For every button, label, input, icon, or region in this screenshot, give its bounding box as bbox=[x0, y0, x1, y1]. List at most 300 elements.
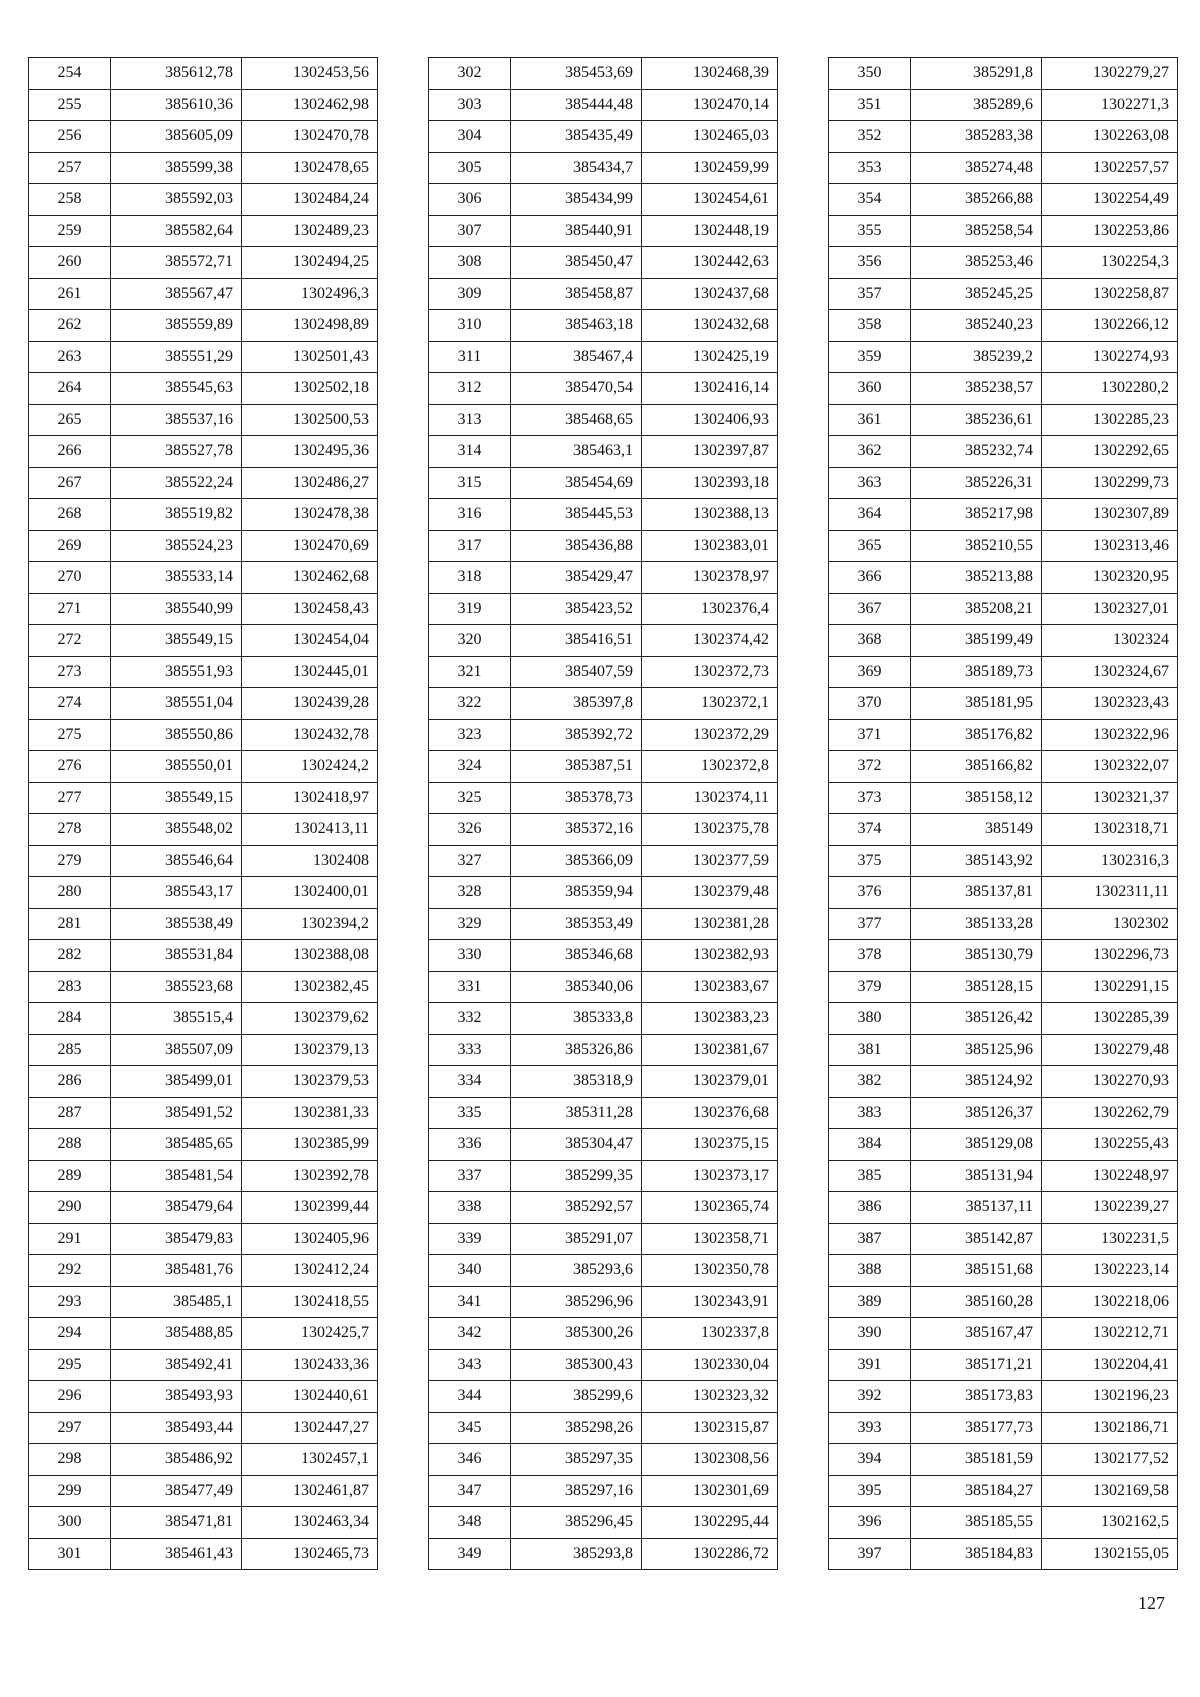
x-coordinate: 385440,91 bbox=[511, 215, 642, 247]
point-number: 314 bbox=[429, 436, 511, 468]
point-number: 255 bbox=[29, 89, 111, 121]
x-coordinate: 385253,46 bbox=[911, 247, 1042, 279]
table-row bbox=[429, 593, 778, 625]
x-coordinate: 385296,96 bbox=[511, 1286, 642, 1318]
table-row bbox=[429, 940, 778, 972]
y-coordinate: 1302286,72 bbox=[642, 1538, 778, 1570]
table-row bbox=[29, 971, 378, 1003]
table-row bbox=[829, 1255, 1178, 1287]
y-coordinate: 1302381,33 bbox=[242, 1097, 378, 1129]
point-number: 345 bbox=[429, 1412, 511, 1444]
y-coordinate: 1302196,23 bbox=[1042, 1381, 1178, 1413]
point-number: 328 bbox=[429, 877, 511, 909]
x-coordinate: 385137,81 bbox=[911, 877, 1042, 909]
x-coordinate: 385125,96 bbox=[911, 1034, 1042, 1066]
table-row bbox=[829, 782, 1178, 814]
point-number: 302 bbox=[429, 58, 511, 90]
x-coordinate: 385238,57 bbox=[911, 373, 1042, 405]
y-coordinate: 1302254,3 bbox=[1042, 247, 1178, 279]
point-number: 365 bbox=[829, 530, 911, 562]
y-coordinate: 1302470,14 bbox=[642, 89, 778, 121]
point-number: 294 bbox=[29, 1318, 111, 1350]
x-coordinate: 385481,54 bbox=[111, 1160, 242, 1192]
table-row bbox=[29, 877, 378, 909]
point-number: 276 bbox=[29, 751, 111, 783]
y-coordinate: 1302382,93 bbox=[642, 940, 778, 972]
x-coordinate: 385149 bbox=[911, 814, 1042, 846]
point-number: 259 bbox=[29, 215, 111, 247]
table-row bbox=[29, 719, 378, 751]
point-number: 347 bbox=[429, 1475, 511, 1507]
table-row bbox=[429, 625, 778, 657]
point-number: 331 bbox=[429, 971, 511, 1003]
point-number: 333 bbox=[429, 1034, 511, 1066]
y-coordinate: 1302457,1 bbox=[242, 1444, 378, 1476]
table-row bbox=[829, 499, 1178, 531]
point-number: 289 bbox=[29, 1160, 111, 1192]
y-coordinate: 1302373,17 bbox=[642, 1160, 778, 1192]
point-number: 254 bbox=[29, 58, 111, 90]
x-coordinate: 385423,52 bbox=[511, 593, 642, 625]
point-number: 306 bbox=[429, 184, 511, 216]
table-row bbox=[829, 278, 1178, 310]
point-number: 348 bbox=[429, 1507, 511, 1539]
coordinate-table-2 bbox=[428, 57, 778, 1570]
x-coordinate: 385158,12 bbox=[911, 782, 1042, 814]
point-number: 346 bbox=[429, 1444, 511, 1476]
x-coordinate: 385129,08 bbox=[911, 1129, 1042, 1161]
table-row bbox=[429, 467, 778, 499]
point-number: 283 bbox=[29, 971, 111, 1003]
table-row bbox=[429, 341, 778, 373]
y-coordinate: 1302496,3 bbox=[242, 278, 378, 310]
x-coordinate: 385387,51 bbox=[511, 751, 642, 783]
x-coordinate: 385537,16 bbox=[111, 404, 242, 436]
y-coordinate: 1302478,38 bbox=[242, 499, 378, 531]
point-number: 332 bbox=[429, 1003, 511, 1035]
y-coordinate: 1302285,39 bbox=[1042, 1003, 1178, 1035]
x-coordinate: 385176,82 bbox=[911, 719, 1042, 751]
y-coordinate: 1302320,95 bbox=[1042, 562, 1178, 594]
table-row bbox=[29, 1097, 378, 1129]
x-coordinate: 385397,8 bbox=[511, 688, 642, 720]
y-coordinate: 1302266,12 bbox=[1042, 310, 1178, 342]
point-number: 358 bbox=[829, 310, 911, 342]
x-coordinate: 385299,6 bbox=[511, 1381, 642, 1413]
y-coordinate: 1302358,71 bbox=[642, 1223, 778, 1255]
y-coordinate: 1302377,59 bbox=[642, 845, 778, 877]
y-coordinate: 1302502,18 bbox=[242, 373, 378, 405]
y-coordinate: 1302379,53 bbox=[242, 1066, 378, 1098]
table-row bbox=[29, 1066, 378, 1098]
table-row bbox=[829, 656, 1178, 688]
point-number: 264 bbox=[29, 373, 111, 405]
point-number: 338 bbox=[429, 1192, 511, 1224]
x-coordinate: 385549,15 bbox=[111, 782, 242, 814]
table-row bbox=[29, 562, 378, 594]
point-number: 320 bbox=[429, 625, 511, 657]
x-coordinate: 385527,78 bbox=[111, 436, 242, 468]
y-coordinate: 1302311,11 bbox=[1042, 877, 1178, 909]
x-coordinate: 385300,26 bbox=[511, 1318, 642, 1350]
table-row bbox=[29, 1507, 378, 1539]
point-number: 354 bbox=[829, 184, 911, 216]
point-number: 349 bbox=[429, 1538, 511, 1570]
x-coordinate: 385463,1 bbox=[511, 436, 642, 468]
x-coordinate: 385522,24 bbox=[111, 467, 242, 499]
x-coordinate: 385184,27 bbox=[911, 1475, 1042, 1507]
x-coordinate: 385612,78 bbox=[111, 58, 242, 90]
table-row bbox=[429, 58, 778, 90]
table-row bbox=[829, 688, 1178, 720]
y-coordinate: 1302448,19 bbox=[642, 215, 778, 247]
table-row bbox=[829, 1349, 1178, 1381]
x-coordinate: 385515,4 bbox=[111, 1003, 242, 1035]
x-coordinate: 385378,73 bbox=[511, 782, 642, 814]
table-row bbox=[429, 1318, 778, 1350]
point-number: 315 bbox=[429, 467, 511, 499]
x-coordinate: 385479,83 bbox=[111, 1223, 242, 1255]
x-coordinate: 385291,8 bbox=[911, 58, 1042, 90]
table-row bbox=[29, 1286, 378, 1318]
point-number: 391 bbox=[829, 1349, 911, 1381]
table-row bbox=[429, 310, 778, 342]
y-coordinate: 1302155,05 bbox=[1042, 1538, 1178, 1570]
y-coordinate: 1302321,37 bbox=[1042, 782, 1178, 814]
y-coordinate: 1302313,46 bbox=[1042, 530, 1178, 562]
y-coordinate: 1302271,3 bbox=[1042, 89, 1178, 121]
x-coordinate: 385236,61 bbox=[911, 404, 1042, 436]
point-number: 258 bbox=[29, 184, 111, 216]
table-row bbox=[429, 1412, 778, 1444]
x-coordinate: 385548,02 bbox=[111, 814, 242, 846]
point-number: 260 bbox=[29, 247, 111, 279]
x-coordinate: 385181,95 bbox=[911, 688, 1042, 720]
y-coordinate: 1302296,73 bbox=[1042, 940, 1178, 972]
x-coordinate: 385519,82 bbox=[111, 499, 242, 531]
table-row bbox=[429, 373, 778, 405]
y-coordinate: 1302316,3 bbox=[1042, 845, 1178, 877]
x-coordinate: 385297,35 bbox=[511, 1444, 642, 1476]
table-row bbox=[429, 1223, 778, 1255]
x-coordinate: 385605,09 bbox=[111, 121, 242, 153]
table-row bbox=[829, 247, 1178, 279]
x-coordinate: 385131,94 bbox=[911, 1160, 1042, 1192]
y-coordinate: 1302478,65 bbox=[242, 152, 378, 184]
y-coordinate: 1302381,28 bbox=[642, 908, 778, 940]
table-row bbox=[429, 845, 778, 877]
x-coordinate: 385181,59 bbox=[911, 1444, 1042, 1476]
x-coordinate: 385531,84 bbox=[111, 940, 242, 972]
x-coordinate: 385479,64 bbox=[111, 1192, 242, 1224]
table-row bbox=[429, 1192, 778, 1224]
y-coordinate: 1302383,01 bbox=[642, 530, 778, 562]
table-row bbox=[29, 656, 378, 688]
point-number: 308 bbox=[429, 247, 511, 279]
y-coordinate: 1302437,68 bbox=[642, 278, 778, 310]
y-coordinate: 1302424,2 bbox=[242, 751, 378, 783]
point-number: 301 bbox=[29, 1538, 111, 1570]
table-row bbox=[29, 152, 378, 184]
x-coordinate: 385392,72 bbox=[511, 719, 642, 751]
y-coordinate: 1302408 bbox=[242, 845, 378, 877]
x-coordinate: 385507,09 bbox=[111, 1034, 242, 1066]
table-row bbox=[429, 814, 778, 846]
point-number: 388 bbox=[829, 1255, 911, 1287]
x-coordinate: 385582,64 bbox=[111, 215, 242, 247]
y-coordinate: 1302372,1 bbox=[642, 688, 778, 720]
x-coordinate: 385283,38 bbox=[911, 121, 1042, 153]
y-coordinate: 1302392,78 bbox=[242, 1160, 378, 1192]
table-row bbox=[29, 1444, 378, 1476]
point-number: 277 bbox=[29, 782, 111, 814]
x-coordinate: 385468,65 bbox=[511, 404, 642, 436]
coordinate-table-1 bbox=[28, 57, 378, 1570]
y-coordinate: 1302280,2 bbox=[1042, 373, 1178, 405]
table-row bbox=[829, 467, 1178, 499]
y-coordinate: 1302379,13 bbox=[242, 1034, 378, 1066]
y-coordinate: 1302379,48 bbox=[642, 877, 778, 909]
y-coordinate: 1302324,67 bbox=[1042, 656, 1178, 688]
point-number: 290 bbox=[29, 1192, 111, 1224]
table-row bbox=[829, 1412, 1178, 1444]
x-coordinate: 385549,15 bbox=[111, 625, 242, 657]
x-coordinate: 385481,76 bbox=[111, 1255, 242, 1287]
y-coordinate: 1302262,79 bbox=[1042, 1097, 1178, 1129]
y-coordinate: 1302337,8 bbox=[642, 1318, 778, 1350]
y-coordinate: 1302279,27 bbox=[1042, 58, 1178, 90]
table-row bbox=[29, 310, 378, 342]
x-coordinate: 385485,65 bbox=[111, 1129, 242, 1161]
point-number: 285 bbox=[29, 1034, 111, 1066]
x-coordinate: 385499,01 bbox=[111, 1066, 242, 1098]
y-coordinate: 1302406,93 bbox=[642, 404, 778, 436]
table-row bbox=[429, 688, 778, 720]
table-row bbox=[29, 1223, 378, 1255]
point-number: 261 bbox=[29, 278, 111, 310]
y-coordinate: 1302462,98 bbox=[242, 89, 378, 121]
x-coordinate: 385326,86 bbox=[511, 1034, 642, 1066]
point-number: 298 bbox=[29, 1444, 111, 1476]
y-coordinate: 1302279,48 bbox=[1042, 1034, 1178, 1066]
table-row bbox=[29, 1412, 378, 1444]
x-coordinate: 385436,88 bbox=[511, 530, 642, 562]
x-coordinate: 385340,06 bbox=[511, 971, 642, 1003]
point-number: 305 bbox=[429, 152, 511, 184]
point-number: 284 bbox=[29, 1003, 111, 1035]
table-row bbox=[29, 1538, 378, 1570]
page-number: 127 bbox=[1138, 1593, 1165, 1613]
table-row bbox=[429, 719, 778, 751]
y-coordinate: 1302330,04 bbox=[642, 1349, 778, 1381]
y-coordinate: 1302381,67 bbox=[642, 1034, 778, 1066]
y-coordinate: 1302365,74 bbox=[642, 1192, 778, 1224]
table-row bbox=[29, 1255, 378, 1287]
point-number: 279 bbox=[29, 845, 111, 877]
y-coordinate: 1302372,73 bbox=[642, 656, 778, 688]
table-row bbox=[829, 1003, 1178, 1035]
x-coordinate: 385359,94 bbox=[511, 877, 642, 909]
point-number: 393 bbox=[829, 1412, 911, 1444]
y-coordinate: 1302412,24 bbox=[242, 1255, 378, 1287]
y-coordinate: 1302301,69 bbox=[642, 1475, 778, 1507]
table-row bbox=[829, 1318, 1178, 1350]
table-row bbox=[29, 89, 378, 121]
table-row bbox=[829, 121, 1178, 153]
y-coordinate: 1302322,96 bbox=[1042, 719, 1178, 751]
point-number: 275 bbox=[29, 719, 111, 751]
x-coordinate: 385533,14 bbox=[111, 562, 242, 594]
y-coordinate: 1302292,65 bbox=[1042, 436, 1178, 468]
point-number: 293 bbox=[29, 1286, 111, 1318]
y-coordinate: 1302255,43 bbox=[1042, 1129, 1178, 1161]
table-row bbox=[429, 247, 778, 279]
y-coordinate: 1302447,27 bbox=[242, 1412, 378, 1444]
table-row bbox=[429, 89, 778, 121]
point-number: 337 bbox=[429, 1160, 511, 1192]
point-number: 266 bbox=[29, 436, 111, 468]
y-coordinate: 1302350,78 bbox=[642, 1255, 778, 1287]
table-row bbox=[429, 121, 778, 153]
point-number: 352 bbox=[829, 121, 911, 153]
point-number: 361 bbox=[829, 404, 911, 436]
x-coordinate: 385274,48 bbox=[911, 152, 1042, 184]
table-row bbox=[29, 593, 378, 625]
table-row bbox=[29, 530, 378, 562]
point-number: 287 bbox=[29, 1097, 111, 1129]
point-number: 355 bbox=[829, 215, 911, 247]
point-number: 371 bbox=[829, 719, 911, 751]
y-coordinate: 1302453,56 bbox=[242, 58, 378, 90]
point-number: 384 bbox=[829, 1129, 911, 1161]
table-row bbox=[829, 1160, 1178, 1192]
point-number: 296 bbox=[29, 1381, 111, 1413]
y-coordinate: 1302318,71 bbox=[1042, 814, 1178, 846]
x-coordinate: 385454,69 bbox=[511, 467, 642, 499]
y-coordinate: 1302379,01 bbox=[642, 1066, 778, 1098]
point-number: 272 bbox=[29, 625, 111, 657]
x-coordinate: 385572,71 bbox=[111, 247, 242, 279]
x-coordinate: 385289,6 bbox=[911, 89, 1042, 121]
table-row bbox=[429, 908, 778, 940]
table-row bbox=[829, 1066, 1178, 1098]
x-coordinate: 385232,74 bbox=[911, 436, 1042, 468]
point-number: 312 bbox=[429, 373, 511, 405]
x-coordinate: 385592,03 bbox=[111, 184, 242, 216]
y-coordinate: 1302375,15 bbox=[642, 1129, 778, 1161]
y-coordinate: 1302239,27 bbox=[1042, 1192, 1178, 1224]
x-coordinate: 385407,59 bbox=[511, 656, 642, 688]
y-coordinate: 1302399,44 bbox=[242, 1192, 378, 1224]
x-coordinate: 385463,18 bbox=[511, 310, 642, 342]
point-number: 369 bbox=[829, 656, 911, 688]
x-coordinate: 385445,53 bbox=[511, 499, 642, 531]
x-coordinate: 385444,48 bbox=[511, 89, 642, 121]
table-row bbox=[829, 310, 1178, 342]
y-coordinate: 1302372,29 bbox=[642, 719, 778, 751]
table-row bbox=[429, 278, 778, 310]
y-coordinate: 1302254,49 bbox=[1042, 184, 1178, 216]
x-coordinate: 385189,73 bbox=[911, 656, 1042, 688]
point-number: 269 bbox=[29, 530, 111, 562]
table-row bbox=[29, 499, 378, 531]
y-coordinate: 1302500,53 bbox=[242, 404, 378, 436]
y-coordinate: 1302270,93 bbox=[1042, 1066, 1178, 1098]
x-coordinate: 385297,16 bbox=[511, 1475, 642, 1507]
x-coordinate: 385540,99 bbox=[111, 593, 242, 625]
x-coordinate: 385545,63 bbox=[111, 373, 242, 405]
x-coordinate: 385258,54 bbox=[911, 215, 1042, 247]
point-number: 324 bbox=[429, 751, 511, 783]
x-coordinate: 385124,92 bbox=[911, 1066, 1042, 1098]
x-coordinate: 385467,4 bbox=[511, 341, 642, 373]
y-coordinate: 1302432,78 bbox=[242, 719, 378, 751]
table-row bbox=[429, 1003, 778, 1035]
table-row bbox=[829, 373, 1178, 405]
point-number: 368 bbox=[829, 625, 911, 657]
y-coordinate: 1302378,97 bbox=[642, 562, 778, 594]
x-coordinate: 385543,17 bbox=[111, 877, 242, 909]
y-coordinate: 1302218,06 bbox=[1042, 1286, 1178, 1318]
x-coordinate: 385296,45 bbox=[511, 1507, 642, 1539]
y-coordinate: 1302385,99 bbox=[242, 1129, 378, 1161]
table-row bbox=[29, 1129, 378, 1161]
y-coordinate: 1302299,73 bbox=[1042, 467, 1178, 499]
y-coordinate: 1302425,19 bbox=[642, 341, 778, 373]
y-coordinate: 1302463,34 bbox=[242, 1507, 378, 1539]
x-coordinate: 385130,79 bbox=[911, 940, 1042, 972]
y-coordinate: 1302394,2 bbox=[242, 908, 378, 940]
y-coordinate: 1302393,18 bbox=[642, 467, 778, 499]
y-coordinate: 1302465,03 bbox=[642, 121, 778, 153]
point-number: 363 bbox=[829, 467, 911, 499]
point-number: 341 bbox=[429, 1286, 511, 1318]
x-coordinate: 385210,55 bbox=[911, 530, 1042, 562]
x-coordinate: 385523,68 bbox=[111, 971, 242, 1003]
point-number: 367 bbox=[829, 593, 911, 625]
table-row bbox=[429, 1129, 778, 1161]
y-coordinate: 1302374,42 bbox=[642, 625, 778, 657]
table-row bbox=[829, 877, 1178, 909]
table-row bbox=[829, 1538, 1178, 1570]
x-coordinate: 385239,2 bbox=[911, 341, 1042, 373]
point-number: 339 bbox=[429, 1223, 511, 1255]
x-coordinate: 385151,68 bbox=[911, 1255, 1042, 1287]
table-row bbox=[829, 1192, 1178, 1224]
x-coordinate: 385128,15 bbox=[911, 971, 1042, 1003]
table-row bbox=[29, 1475, 378, 1507]
x-coordinate: 385524,23 bbox=[111, 530, 242, 562]
point-number: 282 bbox=[29, 940, 111, 972]
point-number: 267 bbox=[29, 467, 111, 499]
point-number: 344 bbox=[429, 1381, 511, 1413]
x-coordinate: 385492,41 bbox=[111, 1349, 242, 1381]
x-coordinate: 385599,38 bbox=[111, 152, 242, 184]
table-row bbox=[429, 751, 778, 783]
point-number: 351 bbox=[829, 89, 911, 121]
y-coordinate: 1302432,68 bbox=[642, 310, 778, 342]
table-row bbox=[29, 121, 378, 153]
point-number: 263 bbox=[29, 341, 111, 373]
point-number: 304 bbox=[429, 121, 511, 153]
x-coordinate: 385493,93 bbox=[111, 1381, 242, 1413]
point-number: 392 bbox=[829, 1381, 911, 1413]
x-coordinate: 385559,89 bbox=[111, 310, 242, 342]
x-coordinate: 385551,04 bbox=[111, 688, 242, 720]
table-row bbox=[829, 58, 1178, 90]
x-coordinate: 385551,93 bbox=[111, 656, 242, 688]
table-row bbox=[829, 1381, 1178, 1413]
